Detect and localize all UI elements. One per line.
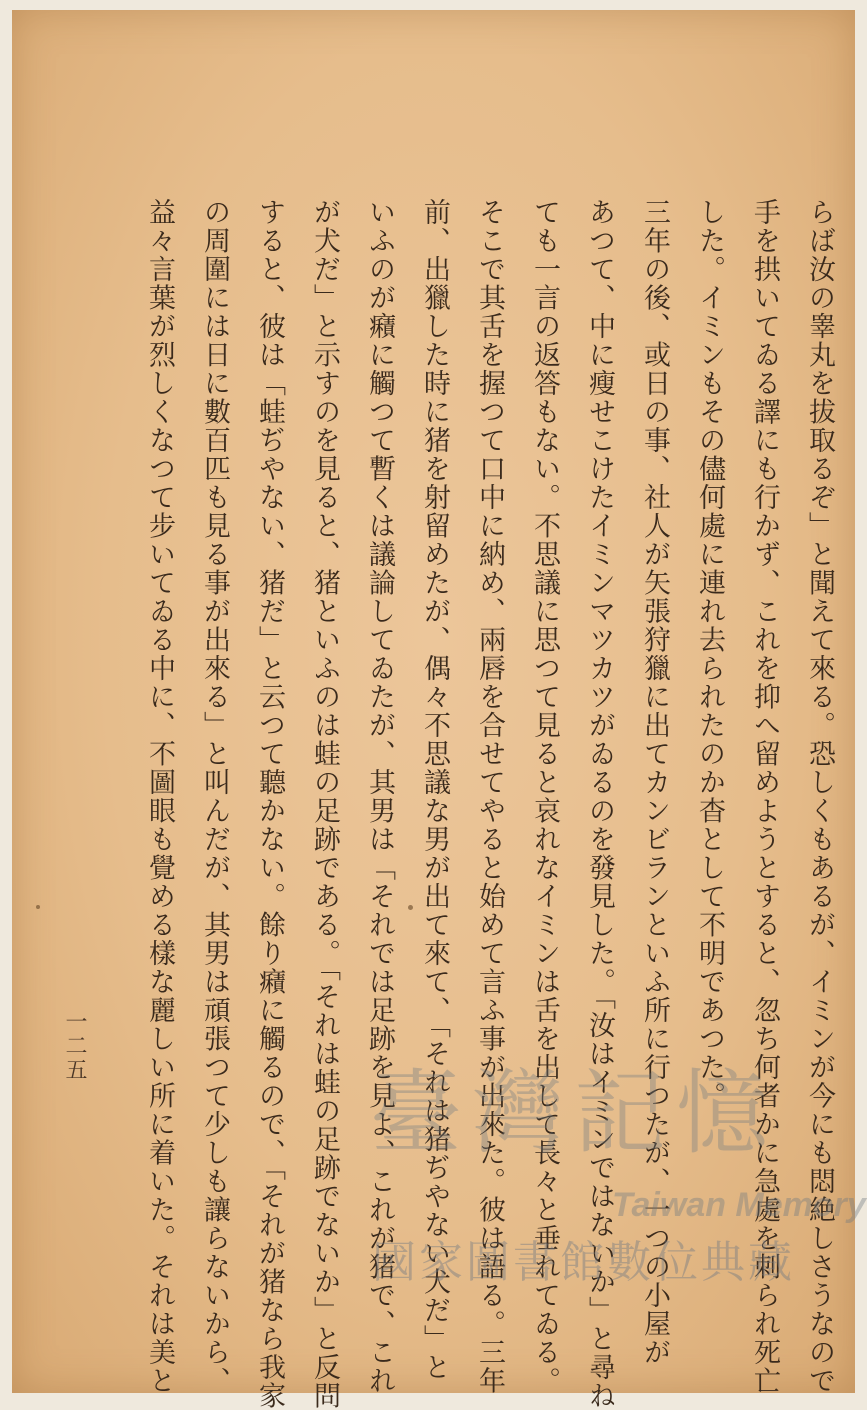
text-column-7: そこで其舌を握つて口中に納め、兩唇を合せてやると始めて言ふ事が出來た。彼は語る。三年	[474, 198, 505, 1395]
text-column-5: あつて、中に瘦せこけたイミンマツカツがゐるのを發見した。「汝はイミンではないか」と尋ね	[584, 198, 615, 1410]
ink-spot	[36, 905, 40, 909]
text-column-12: の周圍には日に數百匹も見る事が出來る」と叫んだが、其男は頑張つて少しも讓らないから、	[199, 198, 230, 1395]
text-column-2: 手を拱いてゐる譯にも行かず、これを抑へ留めようとすると、忽ち何者かに急處を刺られ死亡	[749, 198, 780, 1395]
page-number: 一二五	[62, 1010, 87, 1082]
text-column-9: いふのが癪に觸つて暫くは議論してゐたが、其男は「それでは足跡を見よ、これが猪で、これ	[364, 198, 395, 1395]
text-column-11: すると、彼は「蛙ぢやない、猪だ」と云つて聽かない。餘り癪に觸るので、「それが猪なら我家	[254, 198, 285, 1410]
watermark-logo-english: Taiwan Memory	[612, 1186, 866, 1224]
text-column-6: ても一言の返答もない。不思議に思つて見ると哀れなイミンは舌を出して長々と垂れてゐる。	[529, 198, 560, 1395]
text-column-8: 前、出獵した時に猪を射留めたが、偶々不思議な男が出て來て、「それは猪ぢやない犬だ」と	[419, 198, 450, 1382]
text-column-3: した。イミンもその儘何處に連れ去られたのか杳として不明であつた。	[694, 198, 725, 1110]
watermark-organization: 國家圖書館數位典藏	[372, 1237, 795, 1288]
text-column-1: らば汝の睾丸を拔取るぞ」と聞えて來る。恐しくもあるが、イミンが今にも悶絶しさうなので	[804, 198, 835, 1395]
text-column-10: が犬だ」と示すのを見ると、猪といふのは蛙の足跡である。「それは蛙の足跡でないか」と反問	[309, 198, 340, 1410]
watermark-logo: 臺灣記憶	[370, 1060, 779, 1167]
ink-spot	[408, 905, 413, 910]
text-column-4: 三年の後、或日の事、社人が矢張狩獵に出てカンビランといふ所に行つたが、一つの小屋が	[639, 198, 670, 1367]
text-column-13: 益々言葉が烈しくなつて步いてゐる中に、不圖眼も覺める樣な麗しい所に着いた。それは美と	[144, 198, 175, 1395]
